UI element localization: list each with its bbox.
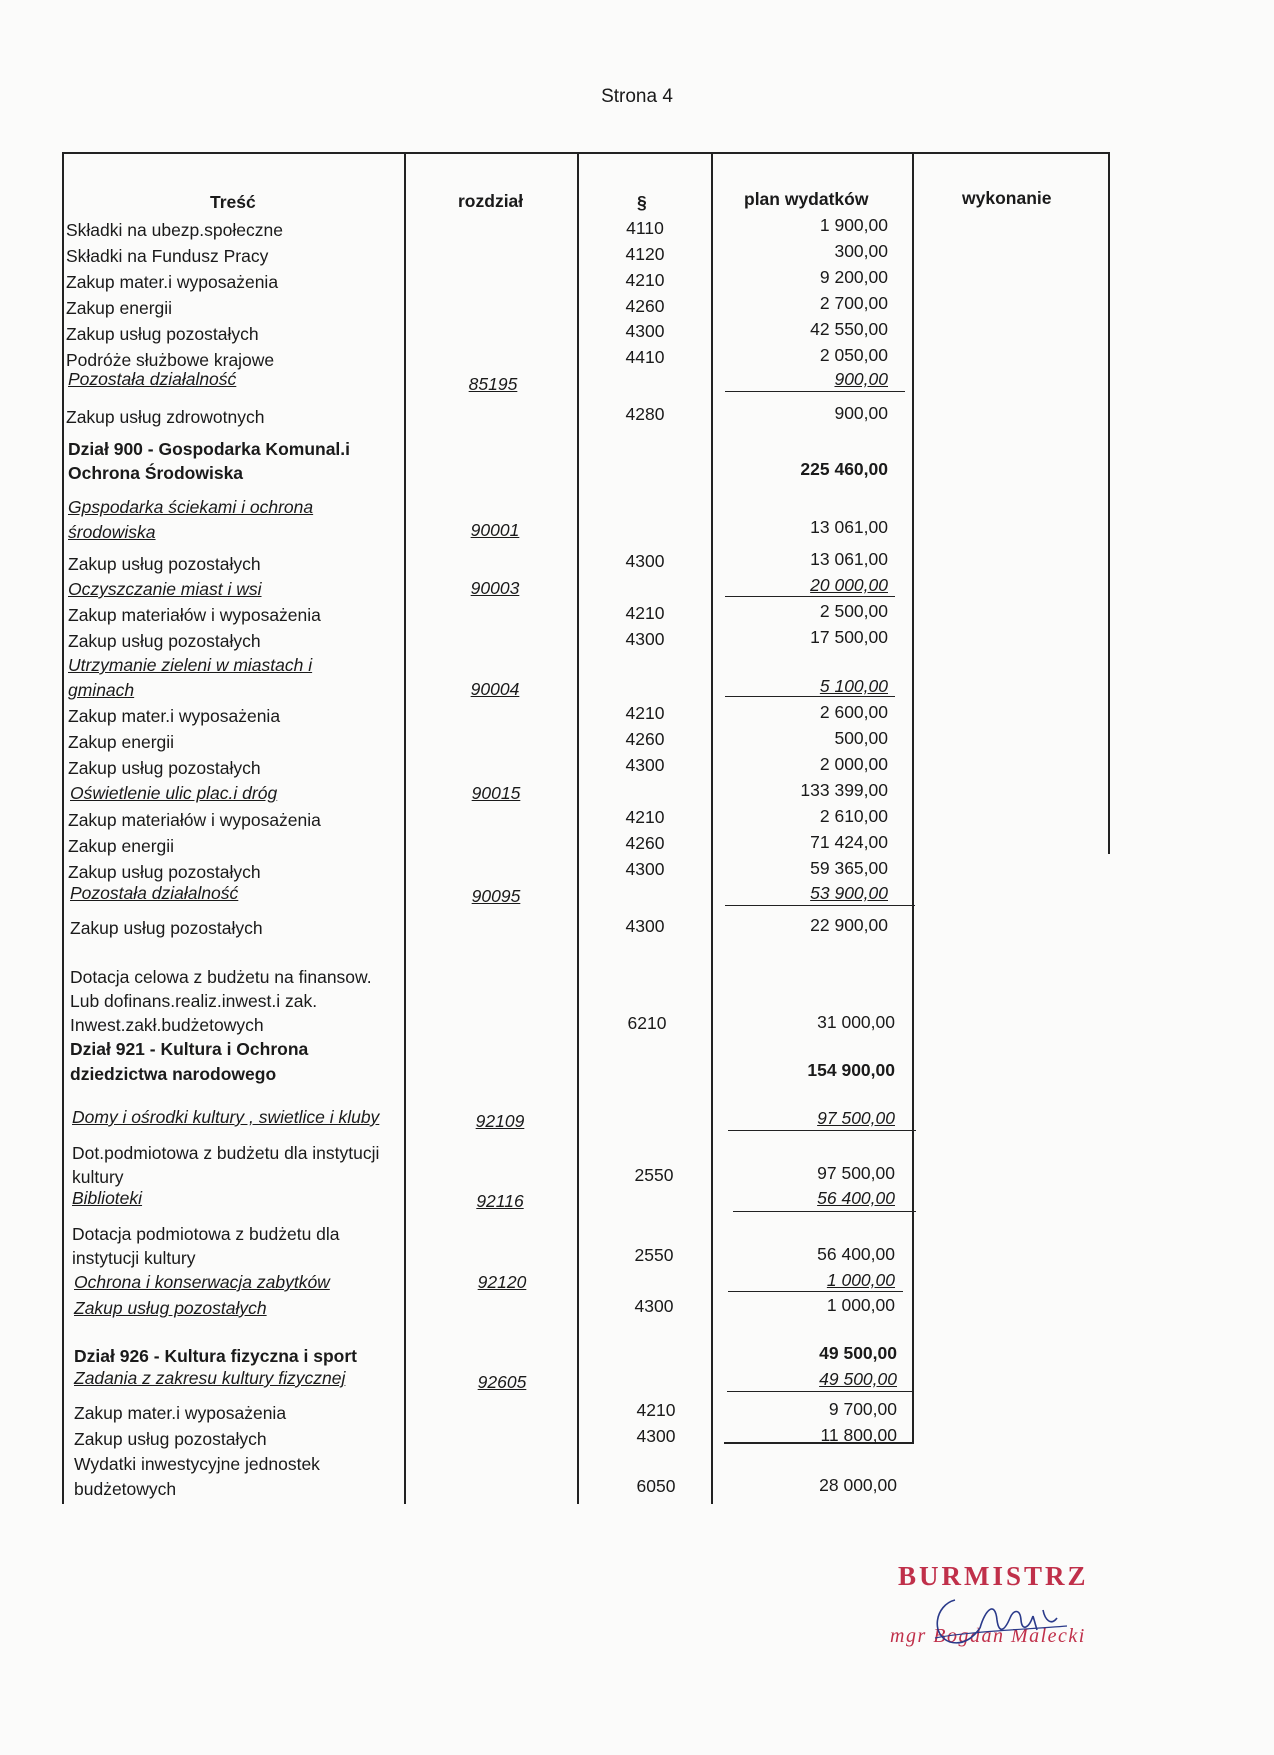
sum-underline <box>733 1211 916 1212</box>
row-paragraf: 4260 <box>625 296 665 316</box>
row-tresc: gminach <box>68 680 135 700</box>
sum-underline <box>725 905 915 906</box>
row-tresc: Dział 900 - Gospodarka Komunal.i <box>68 439 351 459</box>
table-top-border <box>62 152 1110 154</box>
row-rozdzial: 92120 <box>477 1272 527 1292</box>
stamp-title: BURMISTRZ <box>898 1561 1089 1591</box>
row-paragraf: 4300 <box>625 916 665 936</box>
row-tresc: Zakup usług pozostałych <box>68 554 261 574</box>
row-plan: 154 900,00 <box>807 1060 895 1080</box>
row-plan: 2 500,00 <box>819 601 888 621</box>
row-tresc: Ochrona i konserwacja zabytków <box>74 1272 330 1292</box>
header-plan: plan wydatków <box>744 189 869 209</box>
row-tresc: Zakup mater.i wyposażenia <box>68 706 281 726</box>
row-rozdzial: 90004 <box>470 679 520 699</box>
table-left-border <box>62 152 64 1504</box>
row-paragraf: 4260 <box>625 729 665 749</box>
header-rozdzial: rozdział <box>458 191 524 211</box>
row-tresc: Pozostała działalność <box>68 369 237 389</box>
row-tresc: Ochrona Środowiska <box>68 463 244 483</box>
row-plan: 17 500,00 <box>810 627 888 647</box>
row-tresc: Zakup energii <box>66 298 173 318</box>
row-tresc: Zakup usług pozostałych <box>68 862 261 882</box>
row-paragraf: 4120 <box>625 244 665 264</box>
sum-underline <box>727 1391 914 1392</box>
row-paragraf: 4300 <box>625 629 665 649</box>
row-rozdzial: 92605 <box>477 1372 527 1392</box>
row-paragraf: 2550 <box>634 1165 674 1185</box>
row-plan: 97 500,00 <box>817 1163 895 1183</box>
row-tresc: Dział 926 - Kultura fizyczna i sport <box>74 1346 357 1366</box>
row-rozdzial: 90015 <box>471 783 521 803</box>
row-tresc: Oczyszczanie miast i wsi <box>68 579 262 599</box>
row-tresc: Zakup materiałów i wyposażenia <box>68 605 321 625</box>
header-tresc: Treść <box>210 192 256 212</box>
row-plan: 9 700,00 <box>828 1399 897 1419</box>
sum-underline <box>728 1130 916 1131</box>
sum-underline <box>725 391 905 392</box>
row-paragraf: 4300 <box>625 755 665 775</box>
row-tresc: Oświetlenie ulic plac.i dróg <box>70 783 278 803</box>
row-plan: 1 900,00 <box>819 215 888 235</box>
row-paragraf: 4300 <box>625 859 665 879</box>
row-tresc: Zakup usług pozostałych <box>66 324 259 344</box>
row-rozdzial: 92116 <box>476 1191 524 1211</box>
signature-mark <box>925 1580 1075 1650</box>
row-plan: 9 200,00 <box>819 267 888 287</box>
page-header: Strona 4 <box>601 86 673 107</box>
row-plan: 11 800,00 <box>820 1425 897 1445</box>
row-paragraf: 4410 <box>625 347 665 367</box>
row-plan: 500,00 <box>834 728 888 748</box>
row-tresc: Zakup energii <box>68 836 175 856</box>
row-rozdzial: 85195 <box>468 374 518 394</box>
col-divider-rozdzial <box>404 152 406 1504</box>
row-plan: 22 900,00 <box>810 915 888 935</box>
row-tresc: instytucji kultury <box>72 1248 196 1268</box>
row-paragraf: 6210 <box>627 1013 667 1033</box>
row-tresc: Zadania z zakresu kultury fizycznej <box>74 1368 346 1388</box>
row-tresc: środowiska <box>68 522 156 542</box>
row-plan: 20 000,00 <box>810 575 888 595</box>
row-tresc: Lub dofinans.realiz.inwest.i zak. <box>70 991 318 1011</box>
row-tresc: Domy i ośrodki kultury , swietlice i kluby <box>72 1107 380 1127</box>
row-plan: 225 460,00 <box>800 459 888 479</box>
row-tresc: dziedzictwa narodowego <box>70 1064 277 1084</box>
row-tresc: Zakup usług pozostałych <box>68 758 261 778</box>
row-plan: 53 900,00 <box>810 883 888 903</box>
col-divider-wykonanie <box>912 152 914 1442</box>
row-paragraf: 4280 <box>625 404 665 424</box>
row-paragraf: 4210 <box>625 807 665 827</box>
row-rozdzial: 90001 <box>470 520 520 540</box>
row-tresc: Biblioteki <box>72 1188 143 1208</box>
row-tresc: Zakup usług pozostałych <box>74 1298 267 1318</box>
row-tresc: Pozostała działalność <box>70 883 239 903</box>
row-tresc: Dot.podmiotowa z budżetu dla instytucji <box>72 1143 380 1163</box>
sum-underline <box>728 1291 903 1292</box>
row-plan: 2 600,00 <box>819 702 888 722</box>
row-plan: 56 400,00 <box>817 1244 895 1264</box>
row-plan: 49 500,00 <box>819 1343 897 1363</box>
row-tresc: Gpspodarka ściekami i ochrona <box>68 497 314 517</box>
row-plan: 5 100,00 <box>819 676 888 696</box>
row-plan: 2 610,00 <box>819 806 888 826</box>
row-tresc: Utrzymanie zieleni w miastach i <box>68 655 313 675</box>
row-plan: 97 500,00 <box>817 1108 895 1128</box>
row-plan: 133 399,00 <box>800 780 888 800</box>
row-paragraf: 4210 <box>636 1400 676 1420</box>
row-paragraf: 4210 <box>625 603 665 623</box>
row-tresc: Składki na ubezp.społeczne <box>66 220 283 240</box>
row-plan: 28 000,00 <box>819 1475 897 1495</box>
stamp-name: mgr Bogdan Malecki <box>890 1625 1086 1647</box>
row-paragraf: 4300 <box>625 551 665 571</box>
row-paragraf: 2550 <box>634 1245 674 1265</box>
row-paragraf: 4210 <box>625 270 665 290</box>
row-plan: 71 424,00 <box>810 832 888 852</box>
row-rozdzial: 90095 <box>471 886 521 906</box>
row-tresc: Zakup usług pozostałych <box>68 631 261 651</box>
row-plan: 900,00 <box>834 369 888 389</box>
row-tresc: Dotacja celowa z budżetu na finansow. <box>70 967 372 987</box>
row-tresc: Składki na Fundusz Pracy <box>66 246 269 266</box>
row-plan: 49 500,00 <box>819 1369 897 1389</box>
row-plan: 1 000,00 <box>826 1270 895 1290</box>
row-tresc: kultury <box>72 1167 124 1187</box>
row-plan: 900,00 <box>834 403 888 423</box>
sum-underline <box>725 596 895 597</box>
row-plan: 42 550,00 <box>810 319 888 339</box>
row-tresc: Zakup usług pozostałych <box>74 1429 267 1449</box>
row-paragraf: 4300 <box>634 1296 674 1316</box>
row-tresc: Zakup energii <box>68 732 175 752</box>
row-tresc: Zakup mater.i wyposażenia <box>74 1403 287 1423</box>
row-paragraf: 4300 <box>625 321 665 341</box>
row-tresc: Zakup materiałów i wyposażenia <box>68 810 321 830</box>
row-tresc: budżetowych <box>74 1479 177 1499</box>
row-rozdzial: 92109 <box>475 1111 525 1131</box>
row-paragraf: 4260 <box>625 833 665 853</box>
row-tresc: Dział 921 - Kultura i Ochrona <box>70 1039 309 1059</box>
col-divider-paragraf <box>577 152 579 1504</box>
row-tresc: Podróże służbowe krajowe <box>66 350 275 370</box>
row-paragraf: 4110 <box>626 218 664 238</box>
row-plan: 59 365,00 <box>810 858 888 878</box>
row-plan: 2 000,00 <box>819 754 888 774</box>
row-plan: 13 061,00 <box>810 517 888 537</box>
row-tresc: Dotacja podmiotowa z budżetu dla <box>72 1224 340 1244</box>
header-paragraf: § <box>637 192 647 212</box>
row-tresc: Zakup usług pozostałych <box>70 918 263 938</box>
row-paragraf: 4210 <box>625 703 665 723</box>
row-tresc: Wydatki inwestycyjne jednostek <box>74 1454 320 1474</box>
row-plan: 56 400,00 <box>817 1188 895 1208</box>
row-paragraf: 6050 <box>636 1476 676 1496</box>
row-rozdzial: 90003 <box>470 578 520 598</box>
row-tresc: Zakup usług zdrowotnych <box>66 407 265 427</box>
row-plan: 1 000,00 <box>826 1295 895 1315</box>
row-plan: 2 050,00 <box>819 345 888 365</box>
row-tresc: Zakup mater.i wyposażenia <box>66 272 279 292</box>
row-plan: 2 700,00 <box>819 293 888 313</box>
row-plan: 31 000,00 <box>817 1012 895 1032</box>
row-tresc: Inwest.zakł.budżetowych <box>70 1015 264 1035</box>
row-plan: 13 061,00 <box>810 549 888 569</box>
header-wykonanie: wykonanie <box>962 188 1052 208</box>
table-right-border <box>1108 152 1110 854</box>
row-paragraf: 4300 <box>636 1426 676 1446</box>
row-plan: 300,00 <box>834 241 888 261</box>
